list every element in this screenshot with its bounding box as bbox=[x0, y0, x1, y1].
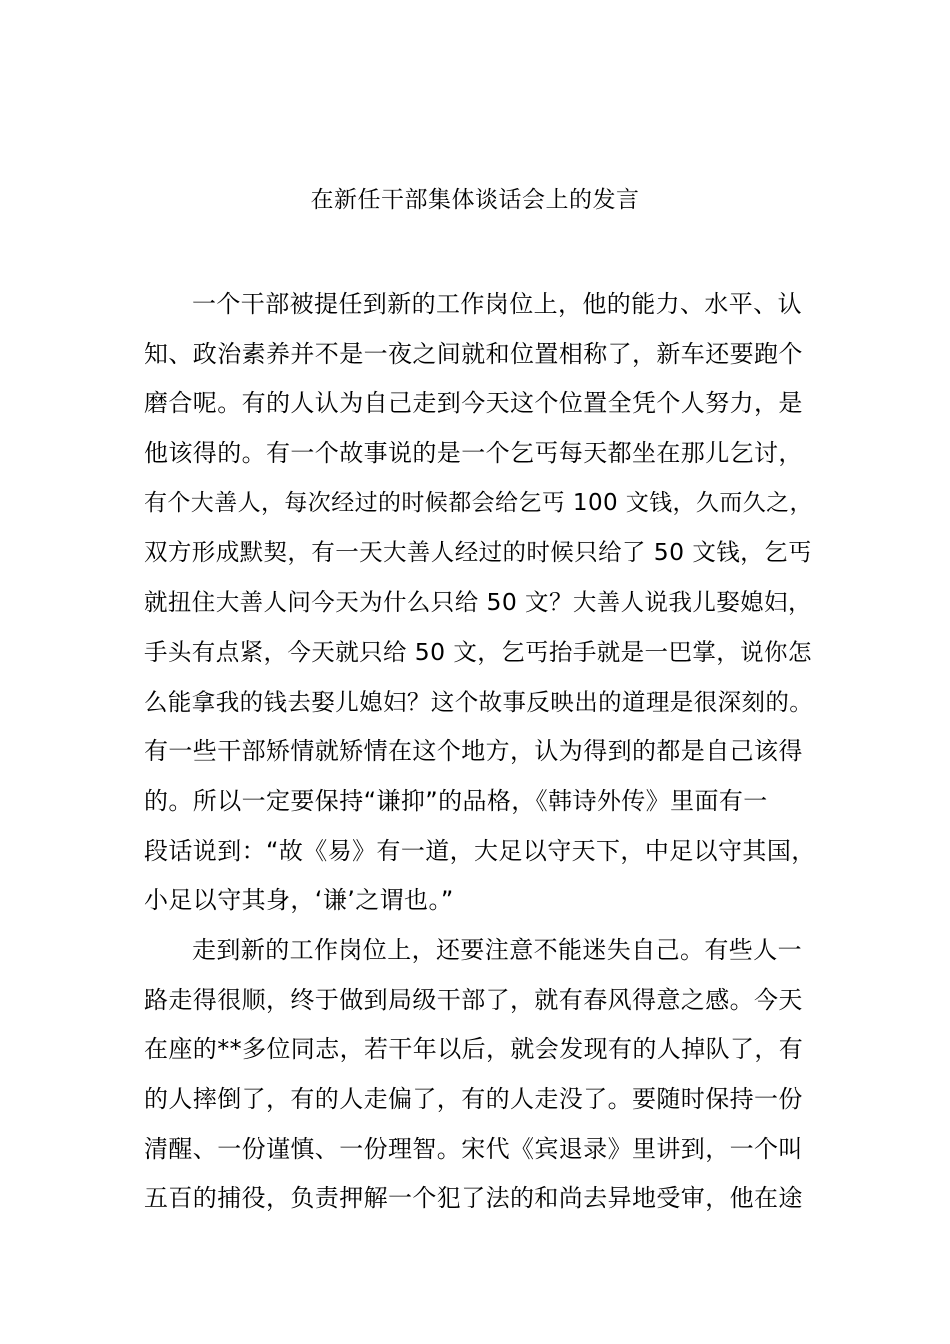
paragraph-line: 清醒、一份谨慎、一份理智。宋代《宾退录》里讲到，一个叫 bbox=[144, 1134, 803, 1163]
paragraph-line: 双方形成默契，有一天大善人经过的时候只给了 50 文钱，乞丐 bbox=[144, 538, 812, 567]
paragraph-line: 段话说到：“故《易》有一道，大足以守天下，中足以守其国， bbox=[144, 836, 816, 865]
paragraph-line: 手头有点紧，今天就只给 50 文，乞丐抬手就是一巴掌，说你怎 bbox=[144, 637, 812, 666]
paragraph-line: 的。所以一定要保持“谦抑”的品格，《韩诗外传》里面有一 bbox=[144, 786, 768, 815]
document-title: 在新任干部集体谈话会上的发言 bbox=[310, 187, 640, 213]
document-body bbox=[144, 280, 816, 1224]
paragraph-line: 他该得的。有一个故事说的是一个乞丐每天都坐在那儿乞讨， bbox=[144, 439, 803, 468]
paragraph-line: 么能拿我的钱去娶儿媳妇？这个故事反映出的道理是很深刻的。 bbox=[144, 687, 814, 716]
paragraph-first-line: 一个干部被提任到新的工作岗位上，他的能力、水平、认 bbox=[192, 290, 802, 318]
paragraph-line: 有个大善人，每次经过的时候都会给乞丐 100 文钱，久而久之， bbox=[144, 489, 813, 516]
paragraph-line: 有一些干部矫情就矫情在这个地方，认为得到的都是自己该得 bbox=[144, 737, 803, 766]
paragraph-first-line: 走到新的工作岗位上，还要注意不能迷失自己。有些人一 bbox=[192, 935, 802, 964]
paragraph-line: 磨合呢。有的人认为自己走到今天这个位置全凭个人努力，是 bbox=[144, 389, 803, 418]
paragraph-line: 就扭住大善人问今天为什么只给 50 文？大善人说我儿娶媳妇， bbox=[144, 588, 812, 617]
paragraph-line: 小足以守其身，‘谦’之谓也。” bbox=[144, 886, 454, 915]
paragraph-line: 路走得很顺，终于做到局级干部了，就有春风得意之感。今天 bbox=[144, 985, 803, 1014]
paragraph-line: 的人摔倒了，有的人走偏了，有的人走没了。要随时保持一份 bbox=[144, 1085, 803, 1113]
paragraph-line: 五百的捕役，负责押解一个犯了法的和尚去异地受审，他在途 bbox=[144, 1184, 803, 1213]
paragraph-line: 在座的**多位同志，若干年以后，就会发现有的人掉队了，有 bbox=[144, 1035, 804, 1064]
paragraph-line: 知、政治素养并不是一夜之间就和位置相称了，新车还要跑个 bbox=[144, 339, 803, 368]
